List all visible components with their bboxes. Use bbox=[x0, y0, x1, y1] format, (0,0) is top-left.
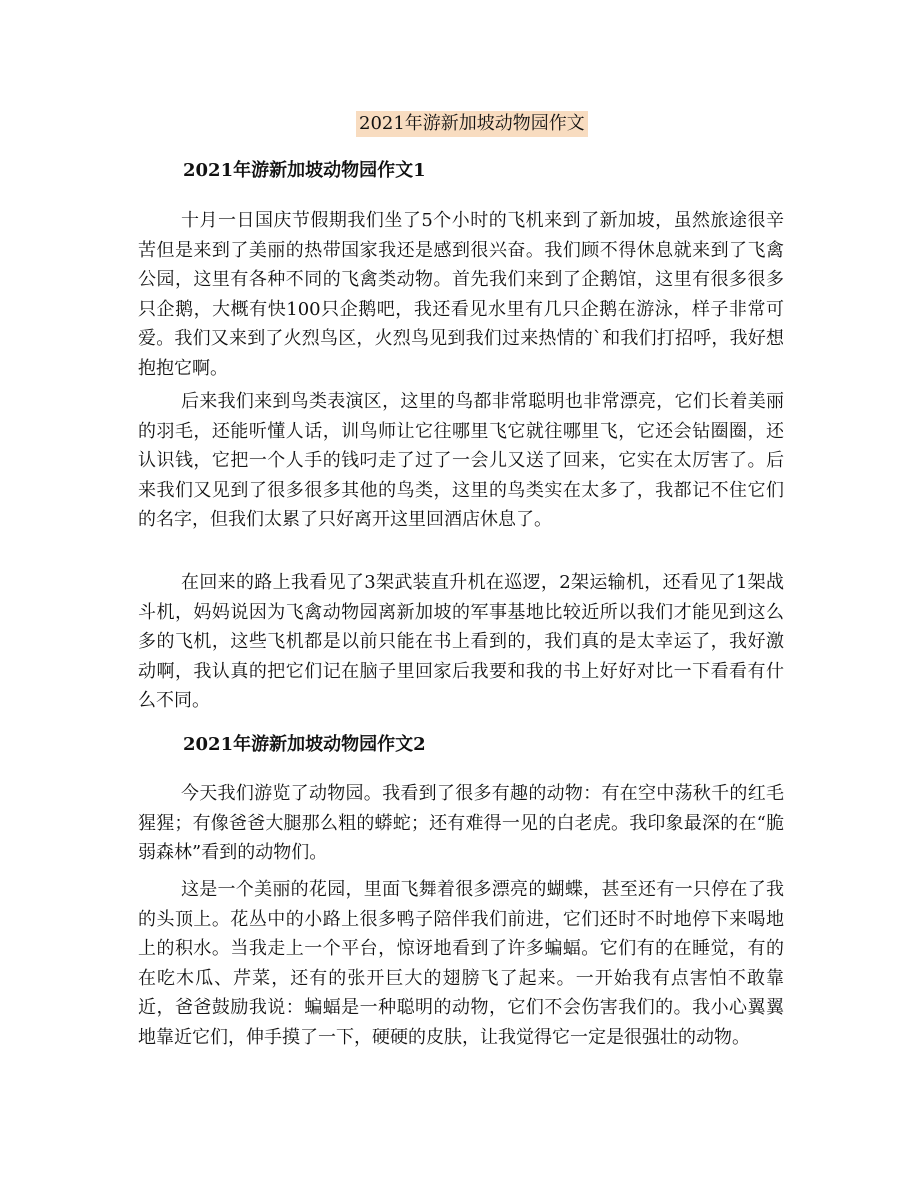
section-1-paragraph-1: 十月一日国庆节假期我们坐了5个小时的飞机来到了新加坡，虽然旅途很辛苦但是来到了美丽的热带国家我还是感到很兴奋。我们顾不得休息就来到了飞禽公园，这里有各种不同的飞禽类动物。首先我们来到了企鹅馆，这里有很多很多只企鹅，大概有快100只企鹅吧，我还看见水里有几只企鹅在游泳，样子非常可爱。我们又来到了火烈鸟区，火烈鸟见到我们过来热情的`和我们打招呼，我好想抱抱它啊。 bbox=[138, 210, 784, 379]
section-1-paragraph-3: 在回来的路上我看见了3架武装直升机在巡逻，2架运输机，还看见了1架战斗机，妈妈说因为飞禽动物园离新加坡的军事基地比较近所以我们才能见到这么多的飞机，这些飞机都是以前只能在书上看到的，我们真的是太幸运了，我好激动啊，我认真的把它们记在脑子里回家后我要和我的书上好好对比一下看看有什么不同。 bbox=[138, 572, 784, 711]
section-2-paragraph-2: 这是一个美丽的花园，里面飞舞着很多漂亮的蝴蝶，甚至还有一只停在了我的头顶上。花丛中的小路上很多鸭子陪伴我们前进，它们还时不时地停下来喝地上的积水。当我走上一个平台，惊讶地看到了许多蝙蝠。它们有的在睡觉，有的在吃木瓜、芹菜，还有的张开巨大的翅膀飞了起来。一开始我有点害怕不敢靠近，爸爸鼓励我说：蝙蝠是一种聪明的动物，它们不会伤害我们的。我小心翼翼地靠近它们，伸手摸了一下，硬硬的皮肤，让我觉得它一定是很强壮的动物。 bbox=[138, 879, 784, 1048]
document-title: 2021年游新加坡动物园作文 bbox=[356, 111, 588, 137]
section-heading-2: 2021年游新加坡动物园作文2 bbox=[183, 734, 426, 755]
section-heading-1: 2021年游新加坡动物园作文1 bbox=[183, 160, 426, 181]
section-2-paragraph-1: 今天我们游览了动物园。我看到了很多有趣的动物：有在空中荡秋千的红毛猩猩；有像爸爸大腿那么粗的蟒蛇；还有难得一见的白老虎。我印象最深的在“脆弱森林”看到的动物们。 bbox=[138, 783, 784, 863]
section-1-paragraph-2: 后来我们来到鸟类表演区，这里的鸟都非常聪明也非常漂亮，它们长着美丽的羽毛，还能听懂人话，训鸟师让它往哪里飞它就往哪里飞，它还会钻圈圈，还认识钱，它把一个人手的钱叼走了过了一会儿又送了回来，它实在太厉害了。后来我们又见到了很多很多其他的鸟类，这里的鸟类实在太多了，我都记不住它们的名字，但我们太累了只好离开这里回酒店休息了。 bbox=[138, 391, 784, 530]
